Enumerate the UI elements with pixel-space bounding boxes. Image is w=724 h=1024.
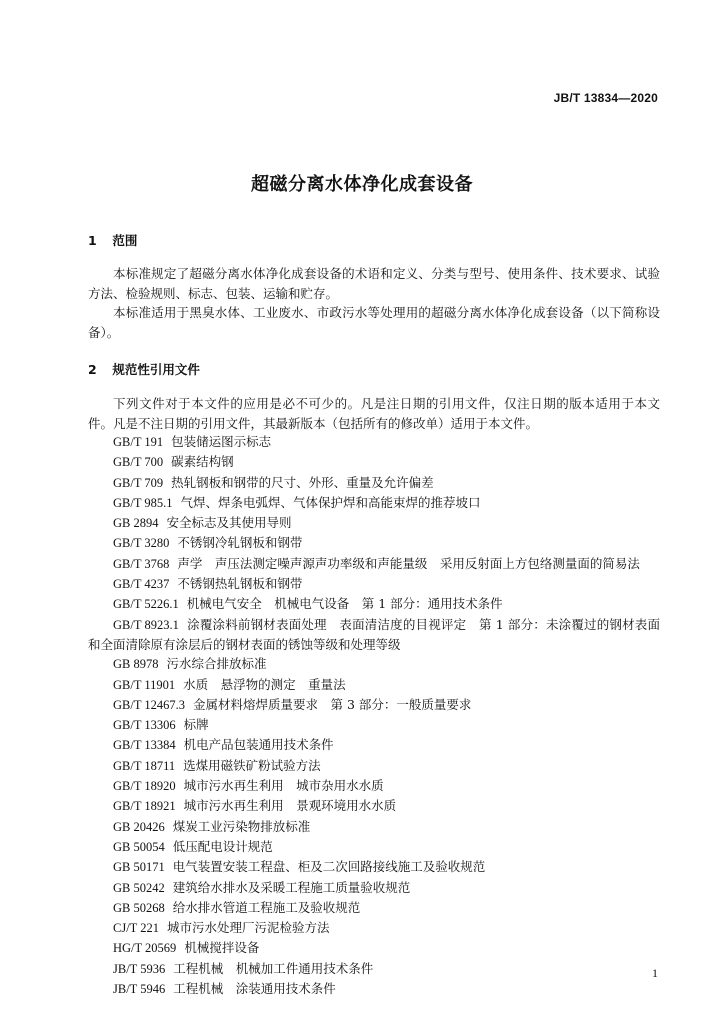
reference-title: 不锈钢热轧钢板和钢带 bbox=[177, 576, 303, 592]
standard-code: JB/T 13834—2020 bbox=[553, 91, 658, 105]
reference-title: 热轧钢板和钢带的尺寸、外形、重量及允许偏差 bbox=[171, 474, 434, 490]
reference-code: GB/T 985.1 bbox=[113, 495, 173, 510]
reference-code: GB 50171 bbox=[113, 860, 165, 875]
reference-item bbox=[88, 857, 660, 877]
section-heading-normative-references bbox=[88, 360, 200, 378]
reference-code: GB/T 3768 bbox=[113, 556, 170, 571]
reference-title: 低压配电设计规范 bbox=[172, 838, 273, 854]
reference-title: 涂覆涂料前钢材表面处理 表面清洁度的目视评定 第 1 部分：未涂覆过的钢材表面和全面清除原有涂层后的钢材表面的锈蚀等级和处理等级 bbox=[88, 616, 660, 652]
reference-title: 金属材料熔焊质量要求 第 3 部分：一般质量要求 bbox=[193, 696, 472, 712]
reference-code: GB/T 5226.1 bbox=[113, 597, 179, 612]
reference-code: GB/T 709 bbox=[113, 475, 164, 490]
reference-title: 气焊、焊条电弧焊、气体保护焊和高能束焊的推荐坡口 bbox=[180, 494, 481, 510]
reference-title: 机电产品包装通用技术条件 bbox=[183, 737, 334, 753]
reference-code: HG/T 20569 bbox=[113, 941, 177, 956]
reference-item bbox=[88, 715, 660, 735]
section-number: 1 bbox=[88, 233, 97, 248]
reference-item bbox=[88, 837, 660, 857]
reference-code: GB 50268 bbox=[113, 900, 165, 915]
reference-item bbox=[88, 817, 660, 837]
reference-item bbox=[88, 452, 660, 472]
reference-title: 工程机械 涂装通用技术条件 bbox=[173, 981, 336, 997]
reference-code: GB 20426 bbox=[113, 819, 165, 834]
reference-item bbox=[88, 432, 660, 452]
reference-item bbox=[88, 574, 660, 594]
reference-item bbox=[88, 796, 660, 816]
reference-title: 城市污水再生利用 景观环境用水水质 bbox=[183, 798, 397, 814]
reference-code: GB/T 700 bbox=[113, 455, 164, 470]
reference-item bbox=[88, 878, 660, 898]
reference-item bbox=[88, 959, 660, 979]
reference-item bbox=[88, 615, 660, 655]
reference-title: 安全标志及其使用导则 bbox=[166, 515, 292, 531]
reference-code: GB/T 18920 bbox=[113, 779, 176, 794]
reference-title: 标牌 bbox=[183, 717, 209, 733]
reference-title: 不锈钢冷轧钢板和钢带 bbox=[177, 535, 303, 551]
reference-title: 城市污水处理厂污泥检验方法 bbox=[166, 920, 330, 936]
reference-code: GB/T 12467.3 bbox=[113, 697, 185, 712]
section-number: 2 bbox=[88, 362, 97, 377]
reference-code: GB/T 3280 bbox=[113, 536, 170, 551]
reference-code: GB/T 13306 bbox=[113, 718, 176, 733]
reference-title: 碳素结构钢 bbox=[171, 454, 234, 470]
reference-title: 选煤用磁铁矿粉试验方法 bbox=[183, 757, 321, 773]
reference-code: GB/T 191 bbox=[113, 435, 164, 449]
reference-item bbox=[88, 533, 660, 553]
reference-code: GB/T 8923.1 bbox=[113, 617, 179, 632]
section-title: 范围 bbox=[112, 233, 138, 248]
reference-item bbox=[88, 918, 660, 938]
reference-list bbox=[88, 432, 660, 999]
reference-code: CJ/T 221 bbox=[113, 921, 159, 936]
reference-item bbox=[88, 594, 660, 614]
reference-code: JB/T 5936 bbox=[113, 961, 166, 976]
reference-title: 煤炭工业污染物排放标准 bbox=[172, 818, 311, 834]
reference-code: GB/T 13384 bbox=[113, 738, 176, 753]
reference-title: 机械搅拌设备 bbox=[184, 940, 260, 956]
reference-code: GB/T 18711 bbox=[113, 758, 176, 773]
reference-title: 电气装置安装工程盘、柜及二次回路接线施工及验收规范 bbox=[172, 859, 486, 875]
reference-code: GB 50242 bbox=[113, 880, 165, 895]
references-intro-paragraph: 下列文件对于本文件的应用是必不可少的。凡是注日期的引用文件，仅注日期的版本适用于本文件。凡是不注日期的引用文件，其最新版本（包括所有的修改单）适用于本文件。 bbox=[88, 396, 660, 431]
document-title: 超磁分离水体净化成套设备 bbox=[251, 174, 473, 195]
reference-title: 城市污水再生利用 城市杂用水水质 bbox=[183, 778, 384, 794]
reference-title: 水质 悬浮物的测定 重量法 bbox=[183, 676, 346, 692]
section-heading-scope bbox=[88, 231, 137, 249]
reference-title: 声学 声压法测定噪声源声功率级和声能量级 采用反射面上方包络测量面的简易法 bbox=[177, 555, 640, 571]
page-number: 1 bbox=[652, 966, 658, 980]
reference-title: 建筑给水排水及采暖工程施工质量验收规范 bbox=[172, 879, 411, 895]
reference-item bbox=[88, 554, 660, 574]
reference-item bbox=[88, 473, 660, 493]
reference-code: GB 50054 bbox=[113, 839, 165, 854]
reference-item bbox=[88, 675, 660, 695]
reference-item bbox=[88, 776, 660, 796]
reference-code: GB 8978 bbox=[113, 657, 159, 672]
reference-code: GB/T 11901 bbox=[113, 677, 176, 692]
reference-title: 污水综合排放标准 bbox=[166, 656, 267, 672]
scope-paragraph-2: 本标准适用于黑臭水体、工业废水、市政污水等处理用的超磁分离水体净化成套设备（以下简称设备）。 bbox=[88, 305, 660, 340]
section-title: 规范性引用文件 bbox=[112, 362, 200, 377]
reference-title: 给水排水管道工程施工及验收规范 bbox=[172, 899, 361, 915]
scope-paragraph-1: 本标准规定了超磁分离水体净化成套设备的术语和定义、分类与型号、使用条件、技术要求、试验方法、检验规则、标志、包装、运输和贮存。 bbox=[88, 266, 660, 301]
reference-code: GB/T 4237 bbox=[113, 577, 170, 592]
reference-item bbox=[88, 735, 660, 755]
reference-item bbox=[88, 493, 660, 513]
reference-item bbox=[88, 654, 660, 674]
reference-item bbox=[88, 756, 660, 776]
reference-title: 工程机械 机械加工件通用技术条件 bbox=[173, 960, 374, 976]
reference-title: 包装储运图示标志 bbox=[171, 434, 272, 449]
reference-item bbox=[88, 938, 660, 958]
reference-code: GB/T 18921 bbox=[113, 799, 176, 814]
reference-item bbox=[88, 979, 660, 999]
reference-code: GB 2894 bbox=[113, 516, 159, 531]
reference-title: 机械电气安全 机械电气设备 第 1 部分：通用技术条件 bbox=[186, 596, 503, 612]
reference-item bbox=[88, 898, 660, 918]
reference-item bbox=[88, 695, 660, 715]
reference-item bbox=[88, 513, 660, 533]
reference-code: JB/T 5946 bbox=[113, 982, 166, 997]
